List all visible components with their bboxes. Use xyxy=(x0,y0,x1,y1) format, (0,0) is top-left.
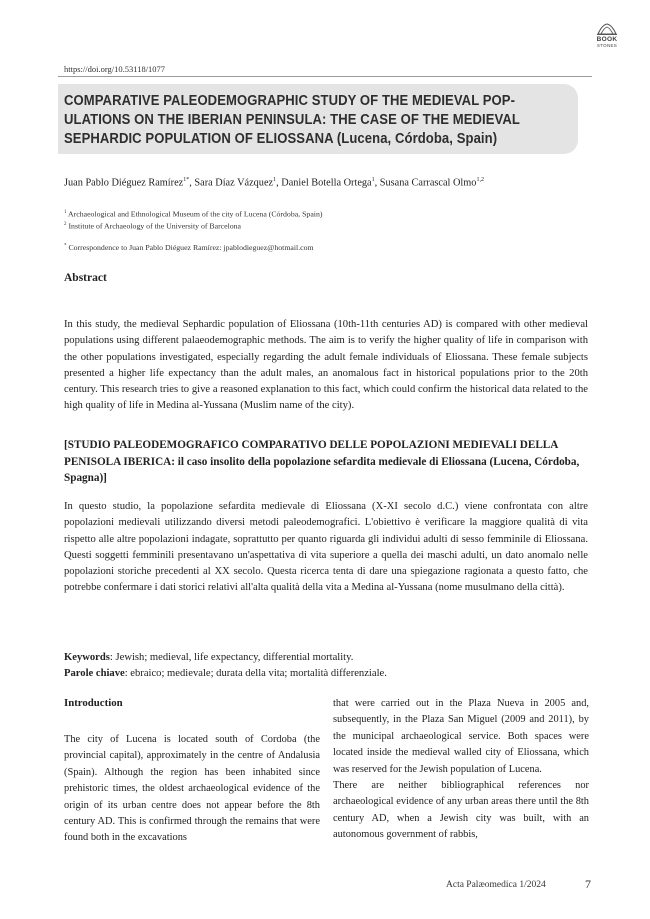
italian-title: [STUDIO PALEODEMOGRAFICO COMPARATIVO DELLE POPOLAZIONI MEDIEVALI DELLA PENISOLA IBERICA: il caso insolito della popolazione sefardita medievale di Eliossana (Lucena, Córdoba, Spagna)] xyxy=(64,439,580,484)
author-separator: , xyxy=(276,177,282,189)
footer-journal: Acta Palæomedica 1/2024 xyxy=(446,880,546,890)
correspondence-note xyxy=(64,243,314,252)
intro-paragraph: that were carried out in the Plaza Nueva in 2005 and, subsequently, in the Plaza San Miguel (2009 and 2011), by the municipal archaeological service. Both spaces were located inside the medieval walled city of Eliossana, which was reserved for the Jewish population of Lucena. xyxy=(333,698,589,775)
affiliation-text: Archaeological and Ethnological Museum of the city of Lucena (Córdoba, Spain) xyxy=(68,209,323,219)
author-name: Daniel Botella Ortega xyxy=(281,177,372,189)
doi-link[interactable]: https://doi.org/10.53118/1077 xyxy=(64,64,166,74)
author-name: Juan Pablo Diéguez Ramírez xyxy=(64,177,184,189)
header-divider xyxy=(58,76,592,77)
intro-column-right xyxy=(333,696,589,844)
logo-text-line1: BOOK xyxy=(596,36,618,43)
intro-paragraph: There are neither bibliographical references nor archaeological evidence of any urban areas there until the 8th century AD, when a Jewish city was built, with an autonomous government of rabbis, xyxy=(333,780,589,841)
author-affil-marker: 1,2 xyxy=(476,177,484,183)
author-list xyxy=(64,177,484,188)
intro-column-left xyxy=(64,732,320,847)
keywords-italian-text: : ebraico; medievale; durata della vita; mortalità differenziale. xyxy=(124,668,387,680)
title-line: COMPARATIVE PALEODEMOGRAPHIC STUDY OF THE MEDIEVAL POP- xyxy=(64,92,516,109)
keywords-italian-label: Parole chiave xyxy=(64,668,125,680)
affiliations xyxy=(64,208,322,232)
affiliation-item xyxy=(64,220,322,232)
affiliation-marker: 1 xyxy=(64,210,67,215)
author-name: Susana Carrascal Olmo xyxy=(379,177,477,189)
page-number: 7 xyxy=(585,877,591,891)
book-stones-icon xyxy=(596,22,618,36)
logo-text-line2: STONES xyxy=(596,43,618,48)
author-separator: , xyxy=(374,177,380,189)
title-line: ULATIONS ON THE IBERIAN PENINSULA: THE CASE OF THE MEDIEVAL xyxy=(64,111,520,128)
abstract-english: In this study, the medieval Sephardic population of Eliossana (10th-11th centuries AD) is compared with other medieval populations using different palaeodemographic methods. The aim is to verify the higher quality of life in comparison with the other populations investigated, especially regarding the adult female individuals of Eliossana. These female subjects presented a higher life expectancy than the adult males, an anomalous fact in historical populations prior to the 20th century. This research tries to give a reasoned explanation to this fact, which could confirm the historical data related to the high quality of life in Medina al-Yussana (Muslim name of the city). xyxy=(64,319,588,412)
author-affil-marker: 1* xyxy=(183,177,190,183)
keywords-italian-line xyxy=(64,666,387,682)
keywords-text: : Jewish; medieval, life expectancy, differential mortality. xyxy=(109,652,354,663)
title-banner xyxy=(58,84,578,154)
author-affil-marker: 1 xyxy=(371,177,375,183)
publisher-logo xyxy=(592,22,622,48)
keywords-label: Keywords xyxy=(64,652,110,663)
author-separator: , xyxy=(189,177,195,189)
correspondence-text: Correspondence to Juan Pablo Diéguez Ramírez: jpablodieguez@hotmail.com xyxy=(68,243,314,252)
correspondence-marker: * xyxy=(64,243,67,249)
abstract-italian: In questo studio, la popolazione sefardita medievale di Eliossana (X-XI secolo d.C.) viene confrontata con altre popolazioni medievali utilizzando diversi metodi paleodemografici. L'obiettivo è verificare la maggiore qualità di vita rispetto alle altre popolazioni indagate, soprattutto per quanto riguarda gli individui adulti di sesso femminile di Eliossana. Questi soggetti femminili presentavano un'aspettativa di vita superiore a quella dei maschi adulti, un dato anomalo nelle popolazioni storiche precedenti al XX secolo. Questa ricerca tenta di dare una spiegazione ragionata a questo fatto, che potrebbe confermare i dati storici relativi all'alta qualità della vita a Medina al-Yussana (nome musulmano della città). xyxy=(64,501,588,594)
affiliation-marker: 2 xyxy=(64,222,67,228)
introduction-heading: Introduction xyxy=(64,697,123,709)
abstract-heading: Abstract xyxy=(64,272,107,284)
article-title xyxy=(64,91,571,148)
title-line: SEPHARDIC POPULATION OF ELIOSSANA (Lucena, Córdoba, Spain) xyxy=(64,130,498,147)
author-affil-marker: 1 xyxy=(273,177,277,183)
keywords-line xyxy=(64,650,387,666)
affiliation-item xyxy=(64,208,322,220)
author-name: Sara Díaz Vázquez xyxy=(194,177,274,189)
affiliation-text: Institute of Archaeology of the University of Barcelona xyxy=(68,221,242,231)
intro-paragraph: The city of Lucena is located south of Cordoba (the provincial capital), approximately in the centre of Andalusia (Spain). Although the region has been inhabited since prehistoric times, the oldest archaeological evidence of the origin of its urban centre does not appear before the 8th century AD. This is confirmed through the remains that were found both in the excavations xyxy=(64,734,320,844)
keywords-block xyxy=(64,650,387,683)
